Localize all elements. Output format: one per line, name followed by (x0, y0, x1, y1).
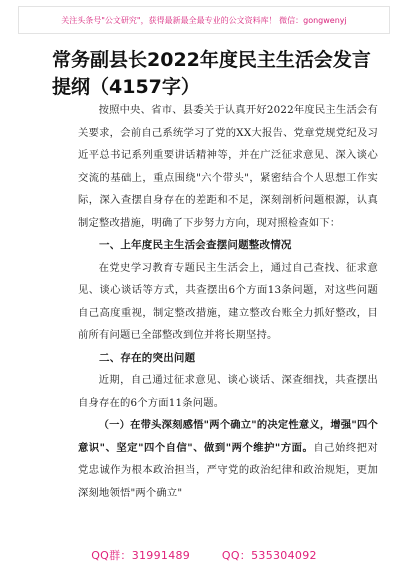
footer-qq: QQ：535304092 (221, 549, 317, 562)
footer-contact (0, 547, 408, 563)
header-banner-text: 关注头条号"公文研究"，获得最新最全最专业的公文资料库！ 微信：gongwenyj (61, 15, 347, 25)
item-1-paragraph (78, 414, 378, 504)
section-heading-2: 二、存在的突出问题 (99, 351, 196, 364)
section-heading-1: 一、上年度民主生活会查摆问题整改情况 (99, 239, 292, 251)
footer-qq-group: QQ群：31991489 (91, 549, 191, 562)
item-1-body: 自己始终把对党忠诚作为根本政治担当，严守党的政治纪律和政治规矩，更加深刻地领悟"两个确立" (78, 441, 379, 499)
item-1-emphasis: （一）在带头深刻感悟"两个确立"的决定性意义，增强"四个意识"、坚定"四个自信"、做到"两个维护"方面。 (78, 419, 378, 454)
document-body (78, 99, 378, 504)
section-2-paragraph: 近期，自己通过征求意见、谈心谈话、深查细找，共查摆出自身存在的6个方面11条问题。 (78, 374, 378, 409)
intro-paragraph: 按照中央、省市、县委关于认真开好2022年度民主生活会有关要求，会前自己系统学习了党的XX大报告、党章党规党纪及习近平总书记系列重要讲话精神等，并在广泛征求意见、深入谈心交流的基础上，重点围绕"六个带头"，紧密结合个人思想工作实际，深入查摆自身存在的差距和不足，深刻剖析问题根源，认真制定整改措施，明确了下步努力方向，现对照检查如下： (78, 104, 378, 229)
header-banner (18, 6, 390, 34)
section-1-paragraph: 在党史学习教育专题民主生活会上，通过自己查找、征求意见、谈心谈话等方式，共查摆出6个方面13条问题，对这些问题自己高度重视，制定整改措施，建立整改台账全力抓好整改，目前所有问题已全部整改到位并将长期坚持。 (78, 261, 378, 341)
document-title: 常务副县长2022年度民主生活会发言提纲（4157字） (52, 49, 371, 98)
